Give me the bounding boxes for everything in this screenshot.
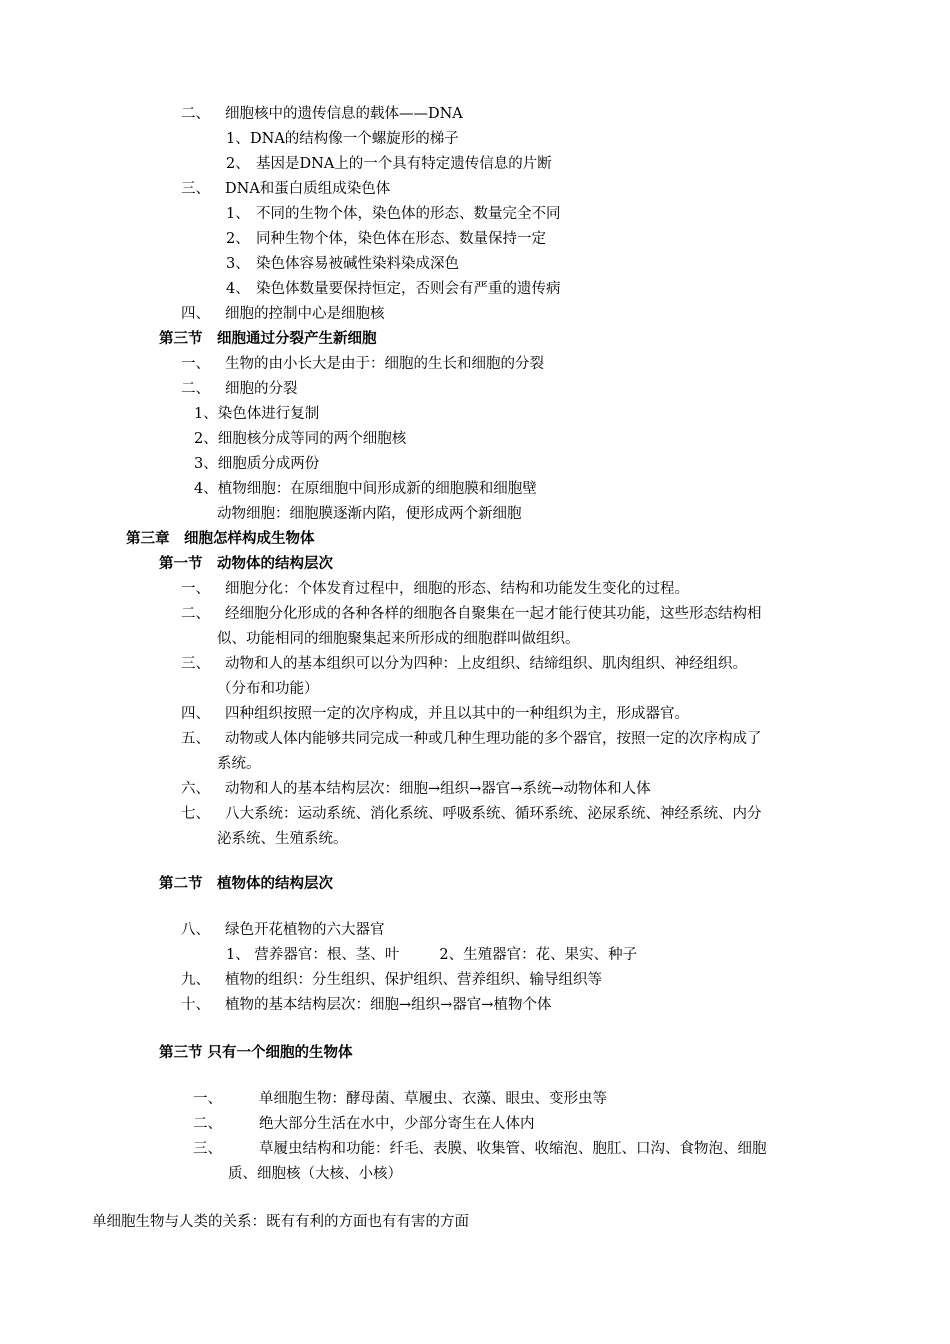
list-item: 2、 同种生物个体，染色体在形态、数量保持一定 (226, 231, 546, 247)
list-item: 四、 细胞的控制中心是细胞核 (181, 306, 385, 322)
list-item-continuation: 似、功能相同的细胞聚集起来所形成的细胞群叫做组织。 (217, 631, 580, 647)
list-item-continuation: 泌系统、生殖系统。 (217, 831, 348, 847)
section-heading: 第三节 只有一个细胞的生物体 (159, 1045, 353, 1061)
list-item: 二、 经细胞分化形成的各种各样的细胞各自聚集在一起才能行使其功能，这些形态结构相 (181, 606, 762, 622)
list-item: 4、 染色体数量要保持恒定，否则会有严重的遗传病 (226, 281, 561, 297)
list-item-continuation: 系统。 (217, 756, 261, 772)
list-item: 2、细胞核分成等同的两个细胞核 (194, 431, 407, 447)
footer-text: 单细胞生物与人类的关系：既有有利的方面也有有害的方面 (92, 1214, 469, 1230)
list-item: 十、 植物的基本结构层次：细胞→组织→器官→植物个体 (181, 997, 552, 1013)
chapter-heading: 第三章 细胞怎样构成生物体 (126, 531, 315, 547)
list-item: 三、 草履虫结构和功能：纤毛、表膜、收集管、收缩泡、胞肛、口沟、食物泡、细胞 (193, 1141, 767, 1157)
list-item: 1、 不同的生物个体，染色体的形态、数量完全不同 (226, 206, 561, 222)
list-item: 1、DNA的结构像一个螺旋形的梯子 (226, 131, 459, 147)
list-item: 二、 细胞核中的遗传信息的载体——DNA (181, 106, 463, 122)
list-item: 3、细胞质分成两份 (194, 456, 320, 472)
list-item: 一、 单细胞生物：酵母菌、草履虫、衣藻、眼虫、变形虫等 (193, 1091, 607, 1107)
section-heading: 第二节 植物体的结构层次 (159, 876, 333, 892)
list-item: 四、 四种组织按照一定的次序构成，并且以其中的一种组织为主，形成器官。 (181, 706, 689, 722)
list-item: 二、 绝大部分生活在水中，少部分寄生在人体内 (193, 1116, 535, 1132)
list-item: 九、 植物的组织：分生组织、保护组织、营养组织、输导组织等 (181, 972, 602, 988)
list-item: 3、 染色体容易被碱性染料染成深色 (226, 256, 459, 272)
list-item: 七、 八大系统：运动系统、消化系统、呼吸系统、循环系统、泌尿系统、神经系统、内分 (181, 806, 762, 822)
list-item: 1、染色体进行复制 (194, 406, 320, 422)
list-item: 2、 基因是DNA上的一个具有特定遗传信息的片断 (226, 156, 552, 172)
list-item: 1、 营养器官：根、茎、叶 2、生殖器官：花、果实、种子 (226, 947, 638, 963)
list-item: 三、 动物和人的基本组织可以分为四种：上皮组织、结缔组织、肌肉组织、神经组织。 (181, 656, 747, 672)
list-item-continuation: 质、细胞核（大核、小核） (228, 1166, 402, 1182)
list-item: 动物细胞：细胞膜逐渐内陷，便形成两个新细胞 (217, 506, 522, 522)
list-item: 4、植物细胞：在原细胞中间形成新的细胞膜和细胞壁 (194, 481, 537, 497)
list-item: 三、 DNA和蛋白质组成染色体 (181, 181, 391, 197)
list-item: 一、 生物的由小长大是由于：细胞的生长和细胞的分裂 (181, 356, 544, 372)
list-item: 八、 绿色开花植物的六大器官 (181, 922, 385, 938)
list-item-continuation: （分布和功能） (217, 681, 319, 697)
section-heading: 第一节 动物体的结构层次 (159, 556, 333, 572)
list-item: 一、 细胞分化：个体发育过程中，细胞的形态、结构和功能发生变化的过程。 (181, 581, 689, 597)
section-heading: 第三节 细胞通过分裂产生新细胞 (159, 331, 377, 347)
list-item: 六、 动物和人的基本结构层次：细胞→组织→器官→系统→动物体和人体 (181, 781, 651, 797)
list-item: 五、 动物或人体内能够共同完成一种或几种生理功能的多个器官，按照一定的次序构成了 (181, 731, 762, 747)
list-item: 二、 细胞的分裂 (181, 381, 298, 397)
